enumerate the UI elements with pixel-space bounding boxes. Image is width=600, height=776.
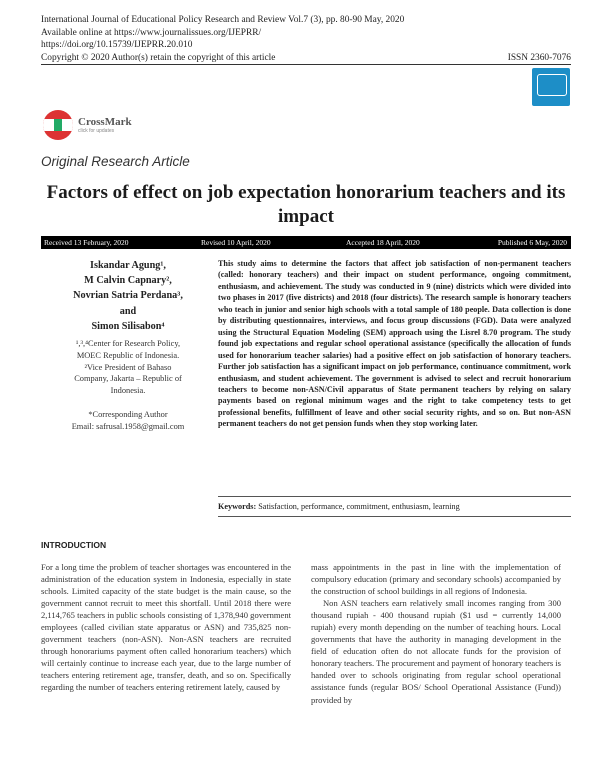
keywords-bottom-rule: [218, 516, 571, 517]
abstract: This study aims to determine the factors that affect job satisfaction of non-permanent teachers (called: honorary teachers) and their impact on student performance, ongoing commitment, enthusiasm, and achievement. The study was conducted in 9 (nine) districts which were divided into two phases in 2017 (five districts) and 2018 (four districts). The research sample is honorary teachers who teach in junior and senior high schools with a total sample of 180 people. Data collection is done by distributing questionnaires, interviews, and focus group discussions (FGD). Data were analyzed using the Structural Equation Modeling (SEM) approach using the Lisrel 8.70 program. The study found job expectations and regular school operational assistance (specifically the allocation of funds used for honorarium teacher salaries) had a positive effect on job satisfaction of honorary teachers. Further job satisfaction has a significant impact on job performance, continuance commitment, work enthusiasm, and student achievement. The government is advised to select and recruit honorarium teachers to become non-ASN/Civil apparatus of State permanent teachers by relying on salary payments based on regional minimum wages and the right to take competency tests to get professional benefits, fulfillment of leave and other social security rights, and so on. But non-ASN permanent teachers do not get pension funds when they stop working later.: [218, 259, 571, 429]
journal-citation: International Journal of Educational Policy Research and Review Vol.7 (3), pp. 80-90 May, 2020: [41, 15, 405, 25]
corresponding-email[interactable]: Email: safrusal.1958@gmail.com: [71, 421, 185, 431]
article-title: Factors of effect on job expectation honorarium teachers and its impact: [46, 182, 566, 227]
crossmark-badge[interactable]: [43, 110, 132, 140]
corresponding-label: *Corresponding Author: [88, 410, 168, 419]
date-published: Published 6 May, 2020: [497, 238, 567, 247]
date-revised: Revised 10 April, 2020: [201, 238, 271, 247]
affiliation-line: Company, Jakarta – Republic of: [74, 374, 182, 384]
issn: ISSN 2360-7076: [507, 52, 571, 63]
body-column-right: [311, 561, 561, 706]
affiliation-line: Indonesia.: [110, 386, 146, 396]
body-column-left: [41, 561, 291, 694]
date-received: Received 13 February, 2020: [44, 238, 129, 247]
author-conjunction: and: [119, 305, 137, 317]
keywords: [218, 502, 571, 511]
affiliation-line: ¹,³,⁴Center for Research Policy,: [75, 339, 181, 348]
copyright-line: Copyright © 2020 Author(s) retain the copyright of this article: [41, 52, 276, 63]
affiliation-line: MOEC Republic of Indonesia.: [76, 350, 180, 360]
crossmark-icon: [43, 110, 73, 140]
author-name: Iskandar Agung¹,: [90, 260, 166, 271]
header-divider: [41, 64, 571, 65]
corresponding-author: [40, 409, 216, 433]
author-list: [40, 258, 216, 334]
keywords-label: Keywords:: [218, 502, 257, 511]
author-name: Simon Silisabon⁴: [91, 320, 165, 332]
journal-logo-icon: [532, 68, 570, 106]
journal-url[interactable]: Available online at https://www.journalissues.org/IJEPRR/: [41, 27, 262, 38]
crossmark-label: CrossMark: [78, 116, 132, 128]
keywords-text: Satisfaction, performance, commitment, enthusiasm, learning: [258, 502, 460, 511]
date-accepted: Accepted 18 April, 2020: [346, 238, 420, 247]
affiliation-line: ²Vice President of Bahaso: [84, 362, 172, 372]
crossmark-sub: click for updates: [78, 128, 115, 134]
article-type: Original Research Article: [41, 154, 190, 169]
paragraph: Non ASN teachers earn relatively small incomes ranging from 300 thousand rupiah - 400 thousand rupiah ($1 usd = currently 14,000 rupiah) every month depending on the number of teaching hours. Local governments that have the authority in managing development in the field of education often do not allocate funds for the provision of honorary teachers. The procurement and payment of honorary teachers is handed over to schools originating from regular school operational assistance funds (regular BOS/ School Operational Assistance (Fund)) provided by: [311, 598, 561, 705]
author-name: Novrian Satria Perdana³,: [73, 290, 183, 302]
section-heading-introduction: INTRODUCTION: [41, 540, 107, 550]
author-name: M Calvin Capnary²,: [84, 275, 172, 287]
dates-bar: [41, 236, 571, 249]
keywords-top-rule: [218, 496, 571, 497]
journal-header: [41, 14, 571, 64]
affiliations: [40, 338, 216, 397]
paragraph: For a long time the problem of teacher shortages was encountered in the administration of the education system in Indonesia, especially in state schools. Limited capacity of the state budget is the main cause, so the government cannot recruit to meet this shortfall. Until 2018 there were 2,114,765 teachers in public schools consisting of 1,378,940 government employees (called civilian state apparatus or ASN) and 735,825 non-government teachers (non-ASN). Non-ASN teachers are recruited through honorariums payment often called honorarium teachers) which will certainly continue to increase each year, due to the large number of teachers entering retirement age, transfer, death, and so on. Specifically regarding the number of teachers entering retirement lately, caused by: [41, 562, 291, 693]
doi-link[interactable]: https://doi.org/10.15739/IJEPRR.20.010: [41, 40, 193, 50]
paragraph: mass appointments in the past in line with the implementation of compulsory education (primary and secondary schools) accompanied by the construction of school buildings in all regions of Indonesia.: [311, 562, 561, 597]
